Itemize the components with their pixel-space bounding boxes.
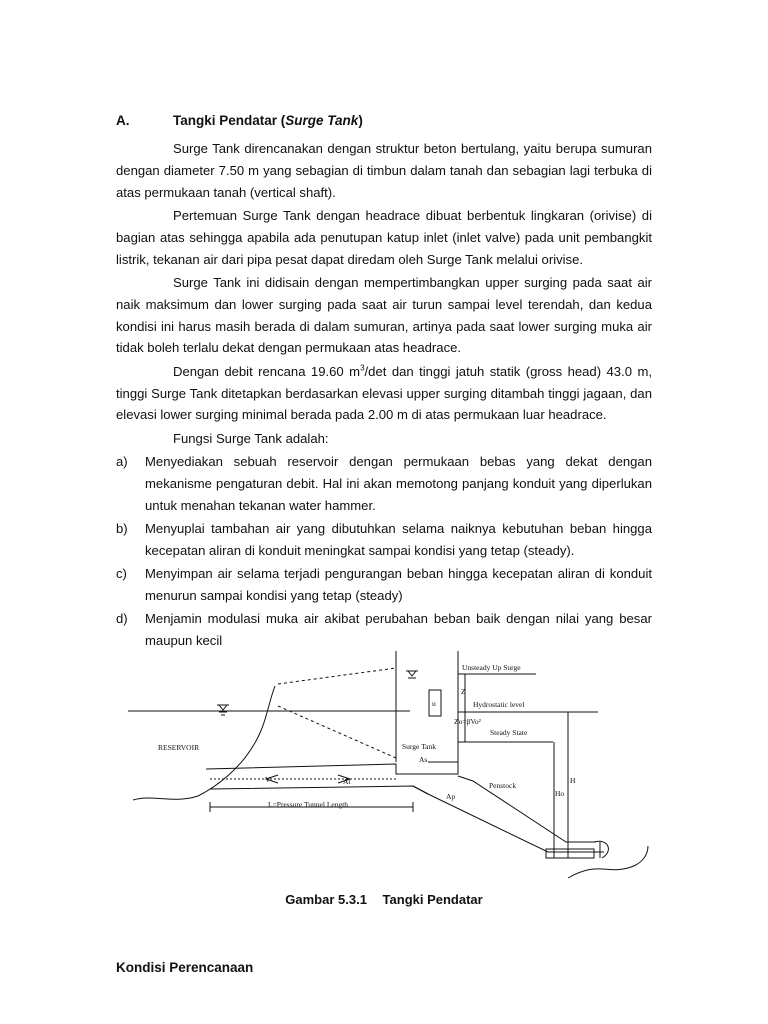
label-u: u (432, 699, 436, 708)
label-reservoir: RESERVOIR (158, 743, 200, 752)
label-ap: Ap (446, 792, 456, 801)
label-zo: Zo=βVo² (454, 717, 481, 726)
section-title-italic: Surge Tank (285, 113, 359, 128)
figure-caption (0, 892, 768, 907)
label-h: H (570, 776, 576, 785)
section-number: A. (116, 113, 130, 128)
paragraph-3: Surge Tank ini didisain dengan mempertimbangkan upper surging pada saat air naik maksimum dan lower surging pada saat air turun sampai level terendah, dan kedua kondisi ini harus masih berada di dalam sumuran, artinya pada saat lower surging muka air tidak boleh terlalu dekat dengan permukaan atas headrace. (116, 274, 652, 356)
caption-label: Gambar 5.3.1 (285, 892, 367, 907)
list-intro: Fungsi Surge Tank adalah: (173, 430, 329, 446)
next-section-heading: Kondisi Perencanaan (116, 960, 254, 975)
label-z: Z (461, 687, 466, 696)
list-item: b) Menyuplai tambahan air yang dibutuhkan selama naiknya kebutuhan beban hingga kecepatan aliran di konduit meningkat sampai kondisi yang tetap (steady). (116, 521, 652, 558)
label-penstock: Penstock (489, 781, 517, 790)
caption-title: Tangki Pendatar (382, 892, 483, 907)
label-at: At (343, 777, 351, 786)
dam-slope (133, 686, 275, 800)
paragraph-2: Pertemuan Surge Tank dengan headrace dibuat berbentuk lingkaran (orivise) di bagian atas sehingga apabila ada penutupan katup inlet (inlet valve) pada unit pembangkit listrik, tekanan air dari pipa pesat dapat diredam oleh Surge Tank melalui orivise. (116, 207, 652, 267)
label-unsteady-up-surge: Unsteady Up Surge (462, 663, 521, 672)
label-v: V (265, 775, 271, 784)
function-list (116, 451, 652, 652)
label-tunnel-length: L=Pressure Tunnel Length (268, 800, 349, 809)
list-item: d) Menjamin modulasi muka air akibat perubahan beban baik dengan nilai yang besar maupun kecil (116, 611, 652, 649)
paragraph-4: Dengan debit rencana 19.60 $m^3/\det$ dan tinggi jatuh statik (gross head) 43.0 m, tinggi Surge Tank ditetapkan berdasarkan elevasi upper surging ditambah tinggi jagaan, dan elevasi lower surging minimal berada pada 2.00 m di atas permukaan luar headrace. (116, 363, 652, 423)
section-title: Tangki Pendatar (Surge Tank) (173, 113, 363, 128)
label-ho: Ho (555, 789, 565, 798)
label-surge-tank: Surge Tank (402, 742, 436, 751)
list-item: a) Menyediakan sebuah reservoir dengan permukaan bebas yang dekat dengan mekanisme pengaturan debit. Hal ini akan memotong panjang konduit yang diperlukan untuk menahan tekanan water hammer. (116, 454, 652, 513)
label-hydrostatic-level: Hydrostatic level (473, 700, 525, 709)
paragraph-1: Surge Tank direncanakan dengan struktur beton bertulang, yaitu berupa sumuran dengan diameter 7.50 m yang sebagian di timbun dalam tanah dan sebagian lagi terbuka di atas permukaan tanah (vertical shaft). (116, 141, 652, 200)
list-item: c) Menyimpan air selama terjadi pengurangan beban hingga kecepatan aliran di konduit menurun sampai kondisi yang tetap (steady) (116, 566, 652, 604)
label-as: As (419, 755, 428, 764)
label-steady-state: Steady State (490, 728, 528, 737)
surge-tank-diagram (128, 646, 668, 886)
body-text (116, 138, 652, 654)
